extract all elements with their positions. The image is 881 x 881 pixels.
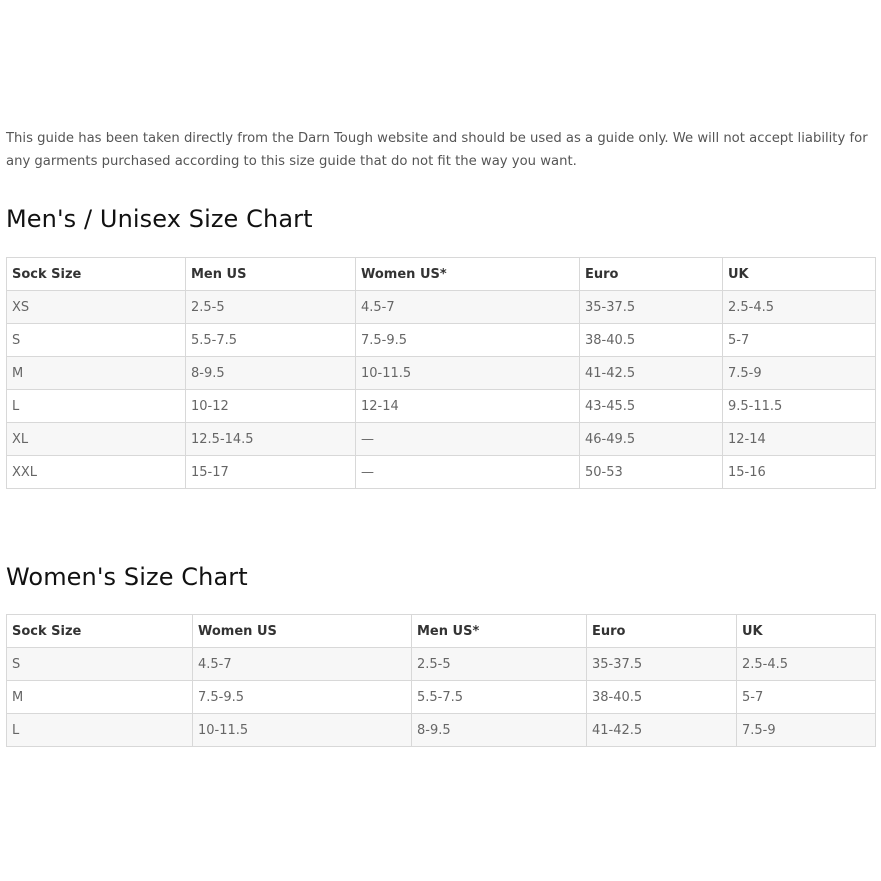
column-header: Sock Size — [7, 615, 193, 648]
table-cell: XS — [7, 291, 186, 324]
mens-size-table — [6, 257, 876, 489]
table-cell: S — [7, 324, 186, 357]
column-header: Euro — [587, 615, 737, 648]
table-row — [7, 324, 876, 357]
table-cell: 35-37.5 — [587, 648, 737, 681]
table-cell: L — [7, 390, 186, 423]
table-cell: 2.5-4.5 — [723, 291, 876, 324]
table-cell: 41-42.5 — [587, 714, 737, 747]
table-cell: L — [7, 714, 193, 747]
table-cell: 35-37.5 — [580, 291, 723, 324]
table-cell: 5.5-7.5 — [412, 681, 587, 714]
column-header: Men US — [186, 258, 356, 291]
table-row — [7, 357, 876, 390]
table-header-row — [7, 258, 876, 291]
table-cell: 5.5-7.5 — [186, 324, 356, 357]
table-cell: 10-11.5 — [193, 714, 412, 747]
table-row — [7, 714, 876, 747]
table-cell: 10-11.5 — [356, 357, 580, 390]
disclaimer-text: This guide has been taken directly from the Darn Tough website and should be used as a guide only. We will not accept liability for any garments purchased according to this size guide that do not fit the way you want. — [6, 131, 868, 169]
table-row — [7, 648, 876, 681]
mens-size-chart-title: Men's / Unisex Size Chart — [6, 205, 313, 233]
column-header: UK — [723, 258, 876, 291]
table-cell: 5-7 — [737, 681, 876, 714]
column-header: Men US* — [412, 615, 587, 648]
table-cell: M — [7, 357, 186, 390]
table-row — [7, 456, 876, 489]
column-header: Women US — [193, 615, 412, 648]
table-cell: 50-53 — [580, 456, 723, 489]
table-cell: 5-7 — [723, 324, 876, 357]
table-cell: XL — [7, 423, 186, 456]
column-header: Women US* — [356, 258, 580, 291]
table-cell: 2.5-5 — [412, 648, 587, 681]
table-cell: 46-49.5 — [580, 423, 723, 456]
table-cell: 8-9.5 — [186, 357, 356, 390]
table-cell: 7.5-9 — [737, 714, 876, 747]
table-cell: 2.5-5 — [186, 291, 356, 324]
column-header: Euro — [580, 258, 723, 291]
table-cell: M — [7, 681, 193, 714]
table-cell: 43-45.5 — [580, 390, 723, 423]
table-cell: 7.5-9.5 — [356, 324, 580, 357]
table-row — [7, 390, 876, 423]
table-cell: — — [356, 423, 580, 456]
column-header: Sock Size — [7, 258, 186, 291]
table-cell: XXL — [7, 456, 186, 489]
table-cell: 10-12 — [186, 390, 356, 423]
table-row — [7, 423, 876, 456]
womens-size-chart-title: Women's Size Chart — [6, 563, 248, 591]
table-cell: 9.5-11.5 — [723, 390, 876, 423]
table-cell: 41-42.5 — [580, 357, 723, 390]
table-row — [7, 681, 876, 714]
table-cell: 8-9.5 — [412, 714, 587, 747]
table-cell: 12-14 — [356, 390, 580, 423]
table-cell: S — [7, 648, 193, 681]
table-cell: 7.5-9 — [723, 357, 876, 390]
table-cell: 15-17 — [186, 456, 356, 489]
column-header: UK — [737, 615, 876, 648]
table-cell: 12.5-14.5 — [186, 423, 356, 456]
womens-size-table — [6, 614, 876, 747]
table-cell: 2.5-4.5 — [737, 648, 876, 681]
table-cell: 12-14 — [723, 423, 876, 456]
table-cell: — — [356, 456, 580, 489]
table-cell: 4.5-7 — [356, 291, 580, 324]
table-row — [7, 291, 876, 324]
table-cell: 15-16 — [723, 456, 876, 489]
table-cell: 38-40.5 — [587, 681, 737, 714]
table-header-row — [7, 615, 876, 648]
table-cell: 38-40.5 — [580, 324, 723, 357]
table-cell: 7.5-9.5 — [193, 681, 412, 714]
table-cell: 4.5-7 — [193, 648, 412, 681]
